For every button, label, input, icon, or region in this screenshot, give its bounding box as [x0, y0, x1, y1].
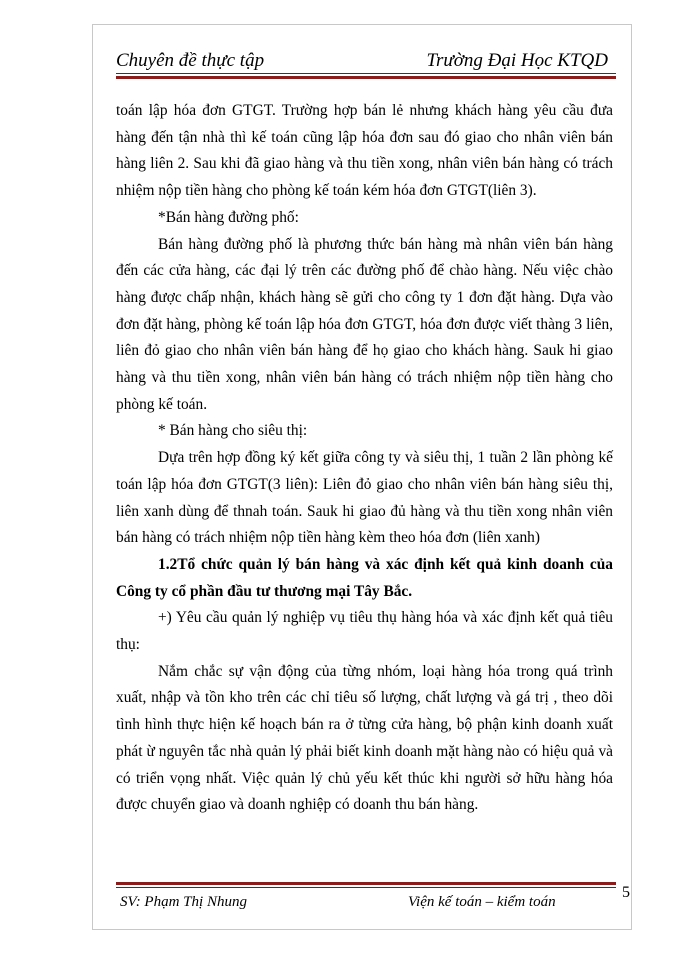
paragraph: Bán hàng đường phố là phương thức bán hàng mà nhân viên bán hàng đến các cửa hàng, các đại lý trên các đường phố để chào hàng. Nếu việc chào hàng được chấp nhận, khách hàng sẽ gửi cho công ty 1 đơn đặt hàng. Dựa vào đơn đặt hàng, phòng kế toán lập hóa đơn GTGT, hóa đơn được viết thàng 3 liên, liên đỏ giao cho nhân viên bán hàng để họ giao cho khách hàng. Sauk hi giao hàng và thu tiền xong, nhân viên bán hàng có trách nhiệm nộp tiền hàng cho phòng kế toán. — [116, 235, 613, 413]
page-number: 5 — [622, 884, 630, 901]
footer-student-name: SV: Phạm Thị Nhung — [120, 894, 247, 910]
document-body — [116, 98, 613, 819]
section-heading: 1.2Tổ chức quản lý bán hàng và xác định kết quả kinh doanh của Công ty cổ phần đầu tư thương mại Tây Bắc. — [116, 555, 613, 600]
header-rule — [116, 73, 616, 79]
page-footer — [116, 890, 616, 914]
section-label: +) Yêu cầu quản lý nghiệp vụ tiêu thụ hàng hóa và xác định kết quả tiêu thụ: — [116, 609, 613, 654]
section-label: *Bán hàng đường phố: — [158, 208, 299, 226]
header-document-title: Chuyên đề thực tập — [116, 50, 265, 71]
header-university: Trường Đại Học KTQD — [426, 50, 608, 71]
page-header — [116, 44, 616, 74]
paragraph: toán lập hóa đơn GTGT. Trường hợp bán lẻ nhưng khách hàng yêu cầu đưa hàng đến tận nhà thì kế toán cũng lập hóa đơn sau đó giao cho nhân viên bán hàng liên 2. Sau khi đã giao hàng và thu tiền xong, nhân viên bán hàng có trách nhiệm nộp tiền hàng cho phòng kế toán kém hóa đơn GTGT(liên 3). — [116, 102, 613, 200]
paragraph: Dựa trên hợp đồng ký kết giữa công ty và siêu thị, 1 tuần 2 lần phòng kế toán lập hóa đơn GTGT(3 liên): Liên đỏ giao cho nhân viên bán hàng siêu thị, liên xanh dùng để thnah toán. Sauk hi giao đủ hàng và thu tiền xong nhân viên bán hàng có trách nhiệm nộp tiền hàng kèm theo hóa đơn (liên xanh) — [116, 449, 613, 547]
paragraph: Nắm chắc sự vận động của từng nhóm, loại hàng hóa trong quá trình xuất, nhập và tồn kho trên các chỉ tiêu số lượng, chất lượng và gá trị , theo dõi tình hình thực hiện kế hoạch bán ra ở từng cửa hàng, bộ phận kinh doanh xuất phát ừ nguyên tắc nhà quản lý phải biết kinh doanh mặt hàng nào có hiệu quả và có triển vọng nhất. Việc quản lý chủ yếu kết thúc khi người sở hữu hàng hóa được chuyển giao và doanh nghiệp có doanh thu bán hàng. — [116, 662, 613, 814]
footer-rule — [116, 882, 616, 888]
section-label: * Bán hàng cho siêu thị: — [158, 422, 308, 440]
footer-institute: Viện kế toán – kiểm toán — [408, 894, 556, 910]
